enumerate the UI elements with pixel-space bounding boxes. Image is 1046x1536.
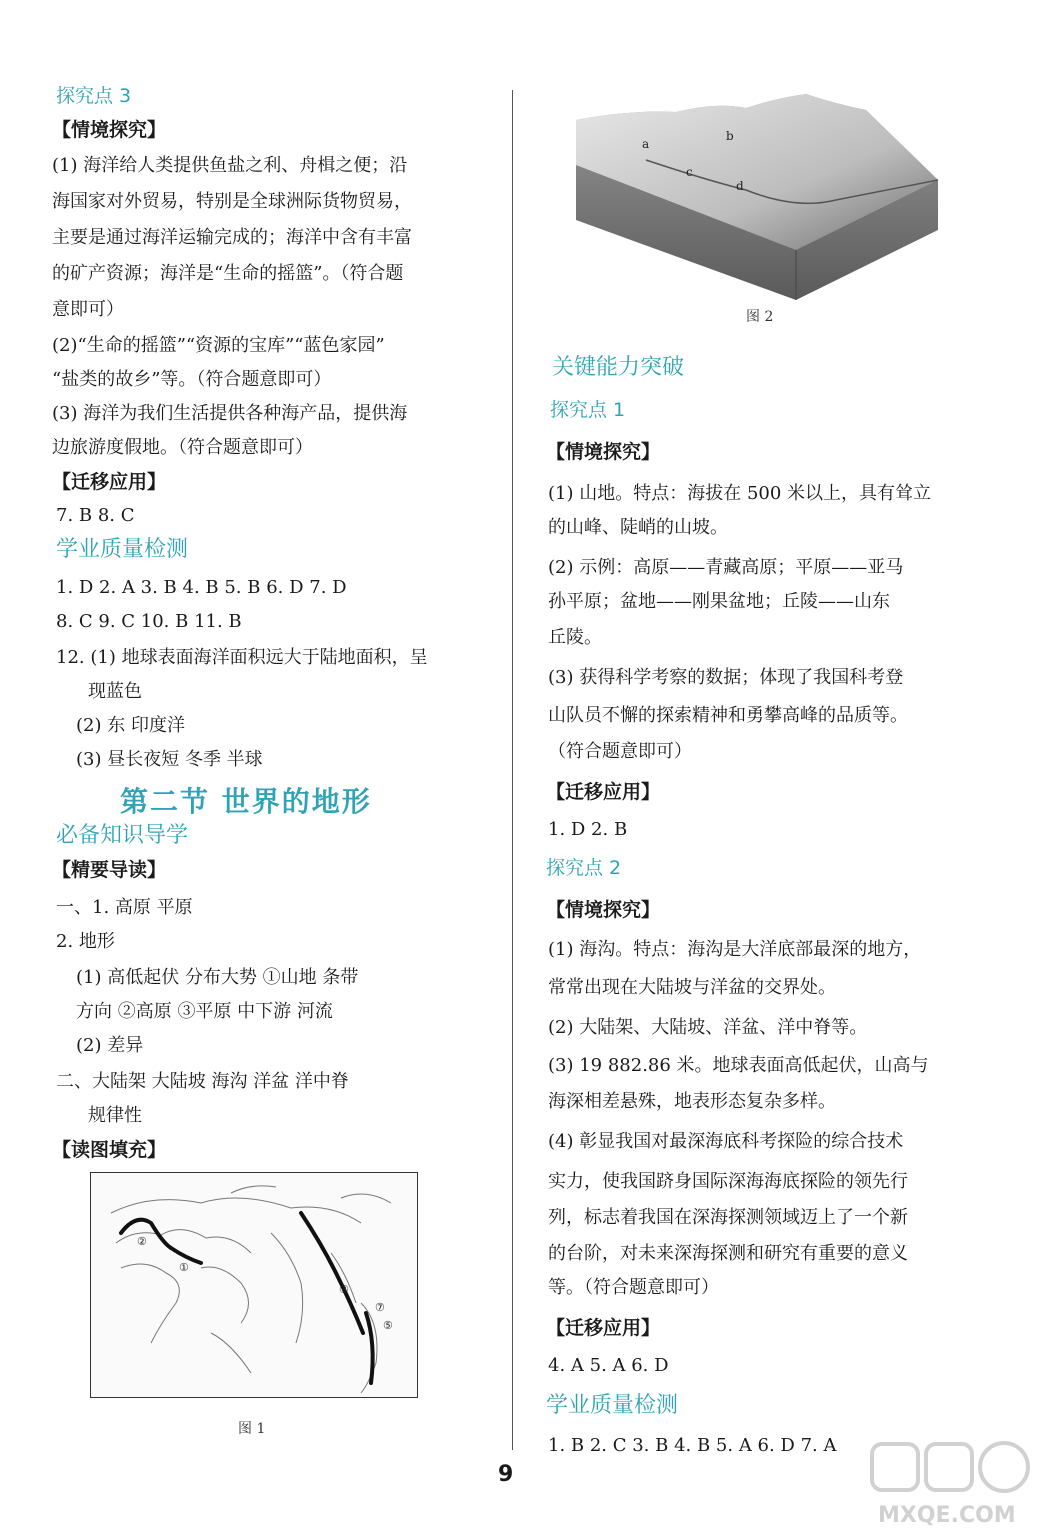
r2-q4-line: 列，标志着我国在深海探测领域迈上了一个新 [548, 1207, 908, 1228]
heading-qingjing: 【情境探究】 [52, 119, 167, 141]
r2-q3-line: 海深相差悬殊，地表形态复杂多样。 [548, 1091, 836, 1112]
r2-q2-line: (2) 大陆架、大陆坡、洋盆、洋中脊等。 [548, 1017, 868, 1038]
r2-q4-line: 等。（符合题意即可） [548, 1277, 719, 1298]
heading-qianyi: 【迁移应用】 [52, 471, 167, 493]
block-diagram-figure [566, 90, 948, 312]
jingyao-line: 方向 ②高原 ③平原 中下游 河流 [76, 1001, 333, 1022]
heading-jingyao: 【精要导读】 [52, 859, 167, 881]
watermark-svg [868, 1440, 1038, 1532]
heading-qingjing-1: 【情境探究】 [546, 441, 661, 463]
block-label: d [736, 179, 744, 193]
watermark-logo [868, 1440, 1038, 1532]
heading-guanjian: 关键能力突破 [552, 355, 685, 380]
heading-bibei: 必备知识导学 [56, 823, 189, 848]
qianyi-1-answers: 1. D 2. B [548, 819, 628, 840]
map-label: ⑦ [375, 1301, 385, 1314]
r-q2-line: 孙平原；盆地——刚果盆地；丘陵——山东 [548, 591, 890, 612]
r-q2-line: 丘陵。 [548, 627, 602, 648]
map-label: ① [179, 1261, 189, 1274]
q12-line: (3) 昼长夜短 冬季 半球 [76, 749, 263, 770]
q1-line: 海国家对外贸易，特别是全球洲际货物贸易， [52, 191, 412, 212]
fig2-caption: 图 2 [746, 309, 774, 325]
jingyao-line: 二、大陆架 大陆坡 海沟 洋盆 洋中脊 [56, 1071, 349, 1092]
page-number: 9 [498, 1462, 514, 1487]
r-q2-line: (2) 示例：高原——青藏高原；平原——亚马 [548, 557, 904, 578]
qianyi-answers: 7. B 8. C [56, 505, 135, 526]
heading-qianyi-1: 【迁移应用】 [546, 781, 661, 803]
q1-line: 主要是通过海洋运输完成的；海洋中含有丰富 [52, 227, 412, 248]
r2-q1-line: (1) 海沟。特点：海沟是大洋底部最深的地方， [548, 939, 922, 960]
heading-qingjing-2: 【情境探究】 [546, 899, 661, 921]
r2-q3-line: (3) 19 882.86 米。地球表面高低起伏，山高与 [548, 1055, 929, 1076]
q12-line: (2) 东 印度洋 [76, 715, 185, 736]
jingyao-line: 一、1. 高原 平原 [56, 897, 193, 918]
q1-line: (1) 海洋给人类提供鱼盐之利、舟楫之便；沿 [52, 155, 408, 176]
heading-tanjiu-2: 探究点 2 [546, 857, 622, 879]
heading-tanjiu-1: 探究点 1 [550, 399, 626, 421]
map-label: ③ [339, 1283, 349, 1296]
world-map-figure [90, 1172, 418, 1398]
jingyao-line: 2. 地形 [56, 931, 115, 952]
r-q1-line: 的山峰、陡峭的山坡。 [548, 517, 728, 538]
q3-line: (3) 海洋为我们生活提供各种海产品，提供海 [52, 403, 408, 424]
watermark-text: MXQE.COM [878, 1503, 1016, 1528]
q12-line: 现蓝色 [88, 681, 142, 702]
block-label: a [642, 137, 650, 151]
map-label: ② [137, 1235, 147, 1248]
section-title: 第二节 世界的地形 [120, 785, 372, 818]
heading-tanjiu-3: 探究点 3 [56, 85, 132, 107]
block-label: c [686, 165, 693, 179]
heading-xueye-2: 学业质量检测 [546, 1393, 679, 1418]
r-q1-line: (1) 山地。特点：海拔在 500 米以上，具有耸立 [548, 483, 932, 504]
heading-qianyi-2: 【迁移应用】 [546, 1317, 661, 1339]
map-label: ⑤ [383, 1319, 393, 1332]
world-map-svg [91, 1173, 417, 1397]
column-divider [512, 90, 513, 1450]
jingyao-line: (2) 差异 [76, 1035, 144, 1056]
jingyao-line: 规律性 [88, 1105, 142, 1126]
block-diagram-svg [566, 90, 948, 312]
q2-line: (2)“生命的摇篮”“资源的宝库”“蓝色家园” [52, 335, 385, 356]
q2-line: “盐类的故乡”等。（符合题意即可） [52, 369, 332, 390]
r-q3-line: (3) 获得科学考察的数据；体现了我国科考登 [548, 667, 904, 688]
r2-q4-line: 的台阶，对未来深海探测和研究有重要的意义 [548, 1243, 908, 1264]
q12-line: 12. (1) 地球表面海洋面积远大于陆地面积，呈 [56, 647, 428, 668]
fig1-caption: 图 1 [238, 1421, 266, 1437]
q1-line: 意即可） [52, 299, 124, 320]
q3-line: 边旅游度假地。（符合题意即可） [52, 437, 313, 458]
r2-q4-line: (4) 彰显我国对最深海底科考探险的综合技术 [548, 1131, 904, 1152]
heading-dutu: 【读图填充】 [52, 1139, 167, 1161]
q1-line: 的矿产资源；海洋是“生命的摇篮”。（符合题 [52, 263, 404, 284]
r2-q4-line: 实力，使我国跻身国际深海海底探险的领先行 [548, 1171, 908, 1192]
xueye-answers-2: 8. C 9. C 10. B 11. B [56, 611, 242, 632]
r2-q1-line: 常常出现在大陆坡与洋盆的交界处。 [548, 977, 836, 998]
xueye-answers-1: 1. D 2. A 3. B 4. B 5. B 6. D 7. D [56, 577, 347, 598]
heading-xueye: 学业质量检测 [56, 537, 189, 562]
r-q3-line: （符合题意即可） [548, 741, 692, 762]
xueye-2-answers: 1. B 2. C 3. B 4. B 5. A 6. D 7. A [548, 1435, 837, 1456]
qianyi-2-answers: 4. A 5. A 6. D [548, 1355, 669, 1376]
r-q3-line: 山队员不懈的探索精神和勇攀高峰的品质等。 [548, 705, 908, 726]
jingyao-line: (1) 高低起伏 分布大势 ①山地 条带 [76, 967, 359, 988]
block-label: b [726, 129, 734, 143]
